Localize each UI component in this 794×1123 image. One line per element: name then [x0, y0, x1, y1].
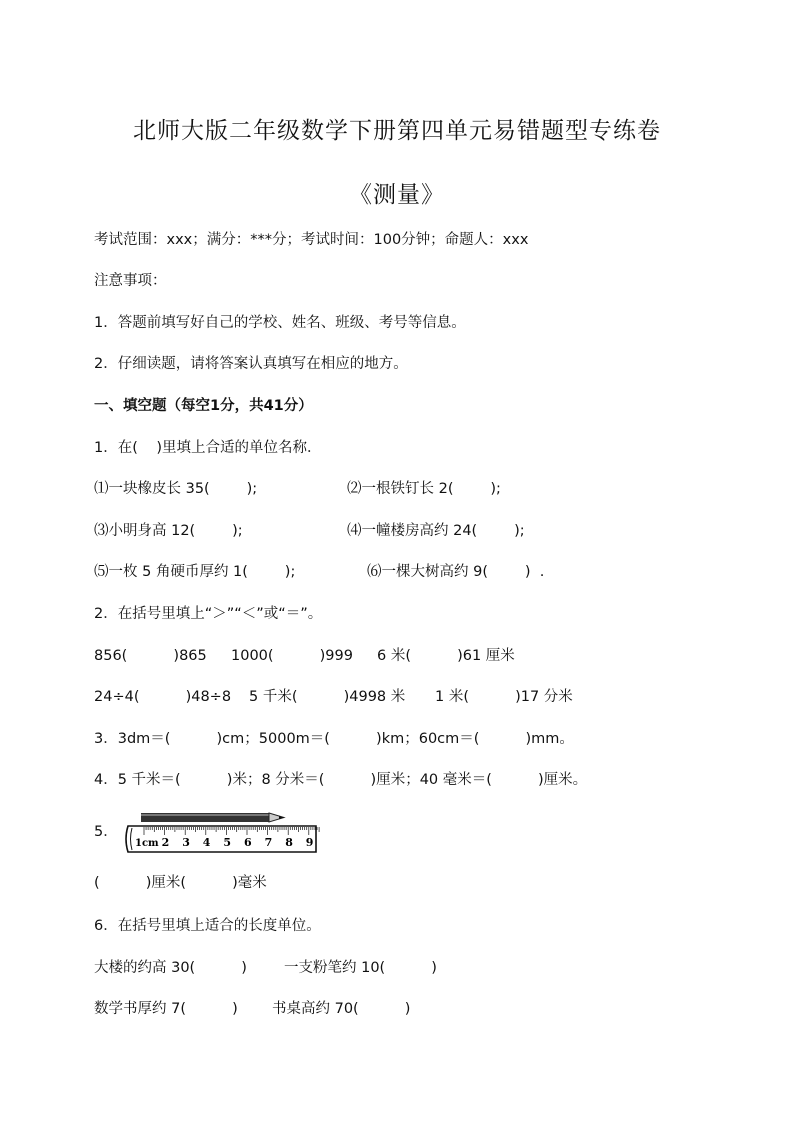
notice-heading: 注意事项： — [94, 273, 167, 289]
question-4: 4．5 千米＝( )米；8 分米＝( )厘米；40 毫米＝( )厘米。 — [94, 772, 588, 788]
question-3: 3．3dm＝( )cm；5000m＝( )km；60cm＝( )mm。 — [94, 731, 574, 747]
notice-item: 1．答题前填写好自己的学校、姓名、班级、考号等信息。 — [94, 315, 466, 331]
question-1-stem: 1．在( )里填上合适的单位名称． — [94, 440, 322, 456]
question-2-cell: 24÷4( )48÷8 — [94, 689, 232, 705]
question-1-item: ⑵一根铁钉长 2( ); — [347, 481, 501, 497]
question-1-item: ⑶小明身高 12( ); — [94, 523, 243, 539]
pencil-icon — [141, 813, 284, 822]
question-5-label: 5． — [94, 824, 118, 840]
ruler-tick-label: 4 — [202, 836, 211, 849]
ruler-figure — [124, 806, 320, 860]
question-2-cell: 5 千米( )4998 米 — [249, 689, 406, 705]
ruler-tick-label: 7 — [264, 836, 273, 849]
question-6-cell: 一支粉笔约 10( ) — [284, 960, 437, 976]
notice-item: 2．仔细读题，请将答案认真填写在相应的地方。 — [94, 356, 408, 372]
question-6-stem: 6．在括号里填上适合的长度单位。 — [94, 918, 321, 934]
question-2-cell: 6 米( )61 厘米 — [377, 648, 515, 664]
question-6-cell: 大楼的约高 30( ) — [94, 960, 247, 976]
question-1-item: ⑹一棵大树高约 9( ) . — [367, 564, 545, 580]
ruler-tick-label: 2 — [161, 836, 170, 849]
question-6-cell: 数学书厚约 7( ) — [94, 1001, 238, 1017]
question-5-answer: ( )厘米( )毫米 — [94, 875, 267, 891]
question-6-cell: 书桌高约 70( ) — [272, 1001, 411, 1017]
question-2-cell: 856( )865 — [94, 648, 207, 664]
section-heading: 一、填空题（每空1分，共41分） — [94, 398, 313, 414]
ruler-tick-label: 9 — [305, 836, 314, 849]
question-2-cell: 1 米( )17 分米 — [435, 689, 573, 705]
ruler-pencil-illustration — [124, 806, 320, 860]
ruler-tick-label: 3 — [182, 836, 190, 849]
question-2-cell: 1000( )999 — [231, 648, 353, 664]
question-1-item: ⑸一枚 5 角硬币厚约 1( ); — [94, 564, 296, 580]
ruler-unit-label: 1cm — [135, 838, 159, 849]
ruler-tick-label: 5 — [223, 836, 232, 849]
question-2-stem: 2．在括号里填上“＞”“＜”或“＝”。 — [94, 606, 323, 622]
page-title: 北师大版二年级数学下册第四单元易错题型专练卷 — [133, 118, 661, 144]
ruler-tick-label: 8 — [285, 836, 293, 849]
exam-info: 考试范围：xxx；满分：***分；考试时间：100分钟；命题人：xxx — [94, 232, 529, 248]
question-1-item: ⑴一块橡皮长 35( ); — [94, 481, 258, 497]
question-1-item: ⑷一幢楼房高约 24( ); — [347, 523, 525, 539]
page-subtitle: 《测量》 — [349, 182, 445, 208]
ruler-tick-label: 6 — [244, 836, 252, 849]
